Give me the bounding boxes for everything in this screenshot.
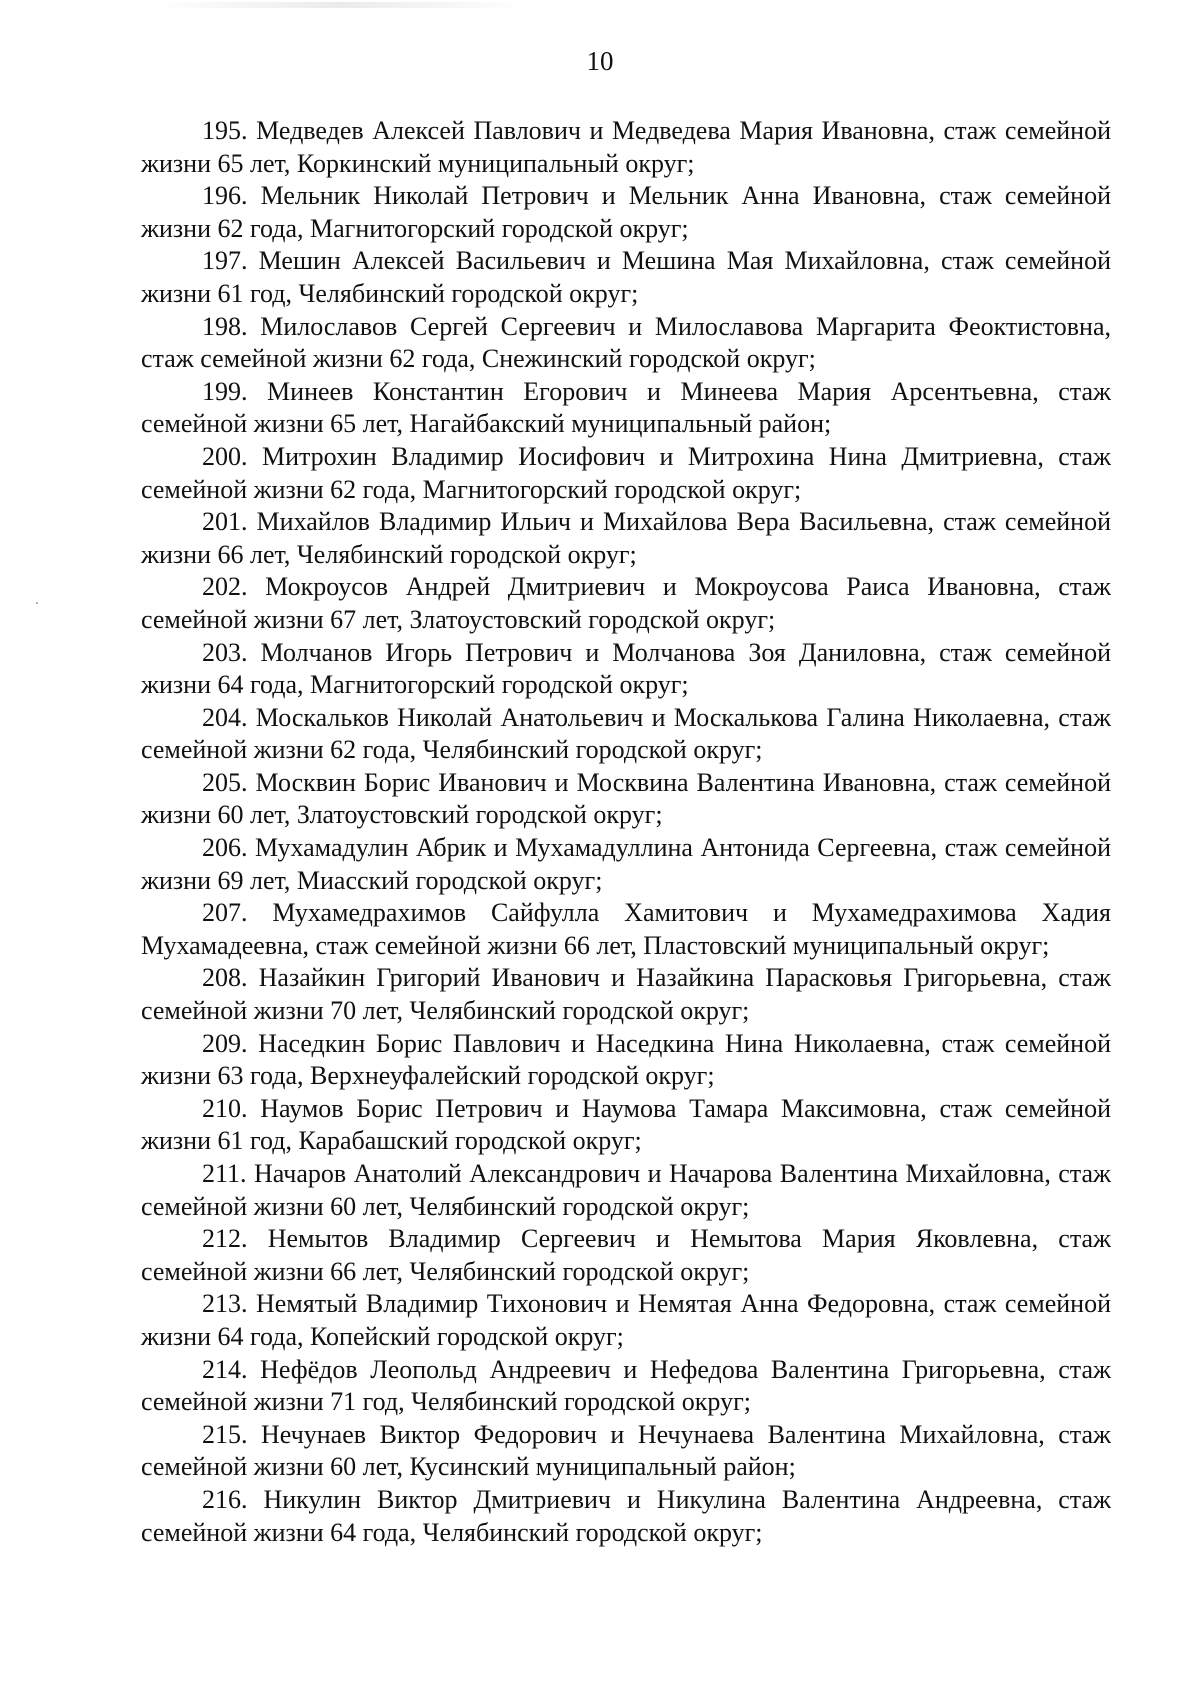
list-item: 209. Наседкин Борис Павлович и Наседкина Нина Николаевна, стаж семейной жизни 63 года, Верхнеуфалейский городской округ; bbox=[141, 1028, 1111, 1091]
list-item: 201. Михайлов Владимир Ильич и Михайлова Вера Васильевна, стаж семейной жизни 66 лет, Челябинский городской округ; bbox=[141, 507, 1111, 569]
list-item: 203. Молчанов Игорь Петрович и Молчанова Зоя Даниловна, стаж семейной жизни 64 года, Магнитогорский городской округ; bbox=[141, 637, 1111, 700]
list-item: 212. Немытов Владимир Сергеевич и Немытова Мария Яковлевна, стаж семейной жизни 66 лет, Челябинский городской округ; bbox=[141, 1224, 1111, 1286]
scan-speck bbox=[36, 602, 38, 604]
list-item: 215. Нечунаев Виктор Федорович и Нечунаева Валентина Михайловна, стаж семейной жизни 60 лет, Кусинский муниципальный район; bbox=[141, 1419, 1111, 1482]
list-item: 211. Начаров Анатолий Александрович и Начарова Валентина Михайловна, стаж семейной жизни 60 лет, Челябинский городской округ; bbox=[141, 1159, 1111, 1221]
list-item: 214. Нефёдов Леопольд Андреевич и Нефедова Валентина Григорьевна, стаж семейной жизни 71 год, Челябинский городской округ; bbox=[141, 1354, 1111, 1417]
list-item: 196. Мельник Николай Петрович и Мельник Анна Ивановна, стаж семейной жизни 62 года, Магнитогорский городской округ; bbox=[141, 181, 1111, 243]
page-number: 10 bbox=[586, 46, 614, 76]
list-item: 207. Мухамедрахимов Сайфулла Хамитович и Мухамедрахимова Хадия Мухамадеевна, стаж семейной жизни 66 лет, Пластовский муниципальный округ; bbox=[141, 898, 1111, 960]
list-item: 199. Минеев Константин Егорович и Минеева Мария Арсентьевна, стаж семейной жизни 65 лет, Нагайбакский муниципальный район; bbox=[141, 376, 1111, 439]
list-item: 195. Медведев Алексей Павлович и Медведева Мария Ивановна, стаж семейной жизни 65 лет, Коркинский муниципальный округ; bbox=[141, 116, 1111, 178]
list-item: 198. Милославов Сергей Сергеевич и Милославова Маргарита Феоктистовна, стаж семейной жизни 62 года, Снежинский городской округ; bbox=[141, 311, 1111, 374]
list-item: 206. Мухамадулин Абрик и Мухамадуллина Антонида Сергеевна, стаж семейной жизни 69 лет, Миасский городской округ; bbox=[141, 833, 1111, 895]
scan-artifact bbox=[150, 2, 530, 8]
list-item: 216. Никулин Виктор Дмитриевич и Никулина Валентина Андреевна, стаж семейной жизни 64 года, Челябинский городской округ; bbox=[141, 1484, 1111, 1547]
list-item: 205. Москвин Борис Иванович и Москвина Валентина Ивановна, стаж семейной жизни 60 лет, Златоустовский городской округ; bbox=[141, 767, 1111, 830]
list-item: 200. Митрохин Владимир Иосифович и Митрохина Нина Дмитриевна, стаж семейной жизни 62 года, Магнитогорский городской округ; bbox=[141, 441, 1111, 504]
award-list bbox=[141, 115, 1111, 1549]
list-item: 210. Наумов Борис Петрович и Наумова Тамара Максимовна, стаж семейной жизни 61 год, Карабашский городской округ; bbox=[141, 1093, 1111, 1156]
list-item: 208. Назайкин Григорий Иванович и Назайкина Парасковья Григорьевна, стаж семейной жизни 70 лет, Челябинский городской округ; bbox=[141, 963, 1111, 1026]
list-item: 197. Мешин Алексей Васильевич и Мешина Мая Михайловна, стаж семейной жизни 61 год, Челябинский городской округ; bbox=[141, 246, 1111, 308]
list-item: 204. Москальков Николай Анатольевич и Москалькова Галина Николаевна, стаж семейной жизни 62 года, Челябинский городской округ; bbox=[141, 702, 1111, 765]
list-item: 213. Немятый Владимир Тихонович и Немятая Анна Федоровна, стаж семейной жизни 64 года, Копейский городской округ; bbox=[141, 1289, 1111, 1351]
list-item: 202. Мокроусов Андрей Дмитриевич и Мокроусова Раиса Ивановна, стаж семейной жизни 67 лет, Златоустовский городской округ; bbox=[141, 572, 1111, 634]
